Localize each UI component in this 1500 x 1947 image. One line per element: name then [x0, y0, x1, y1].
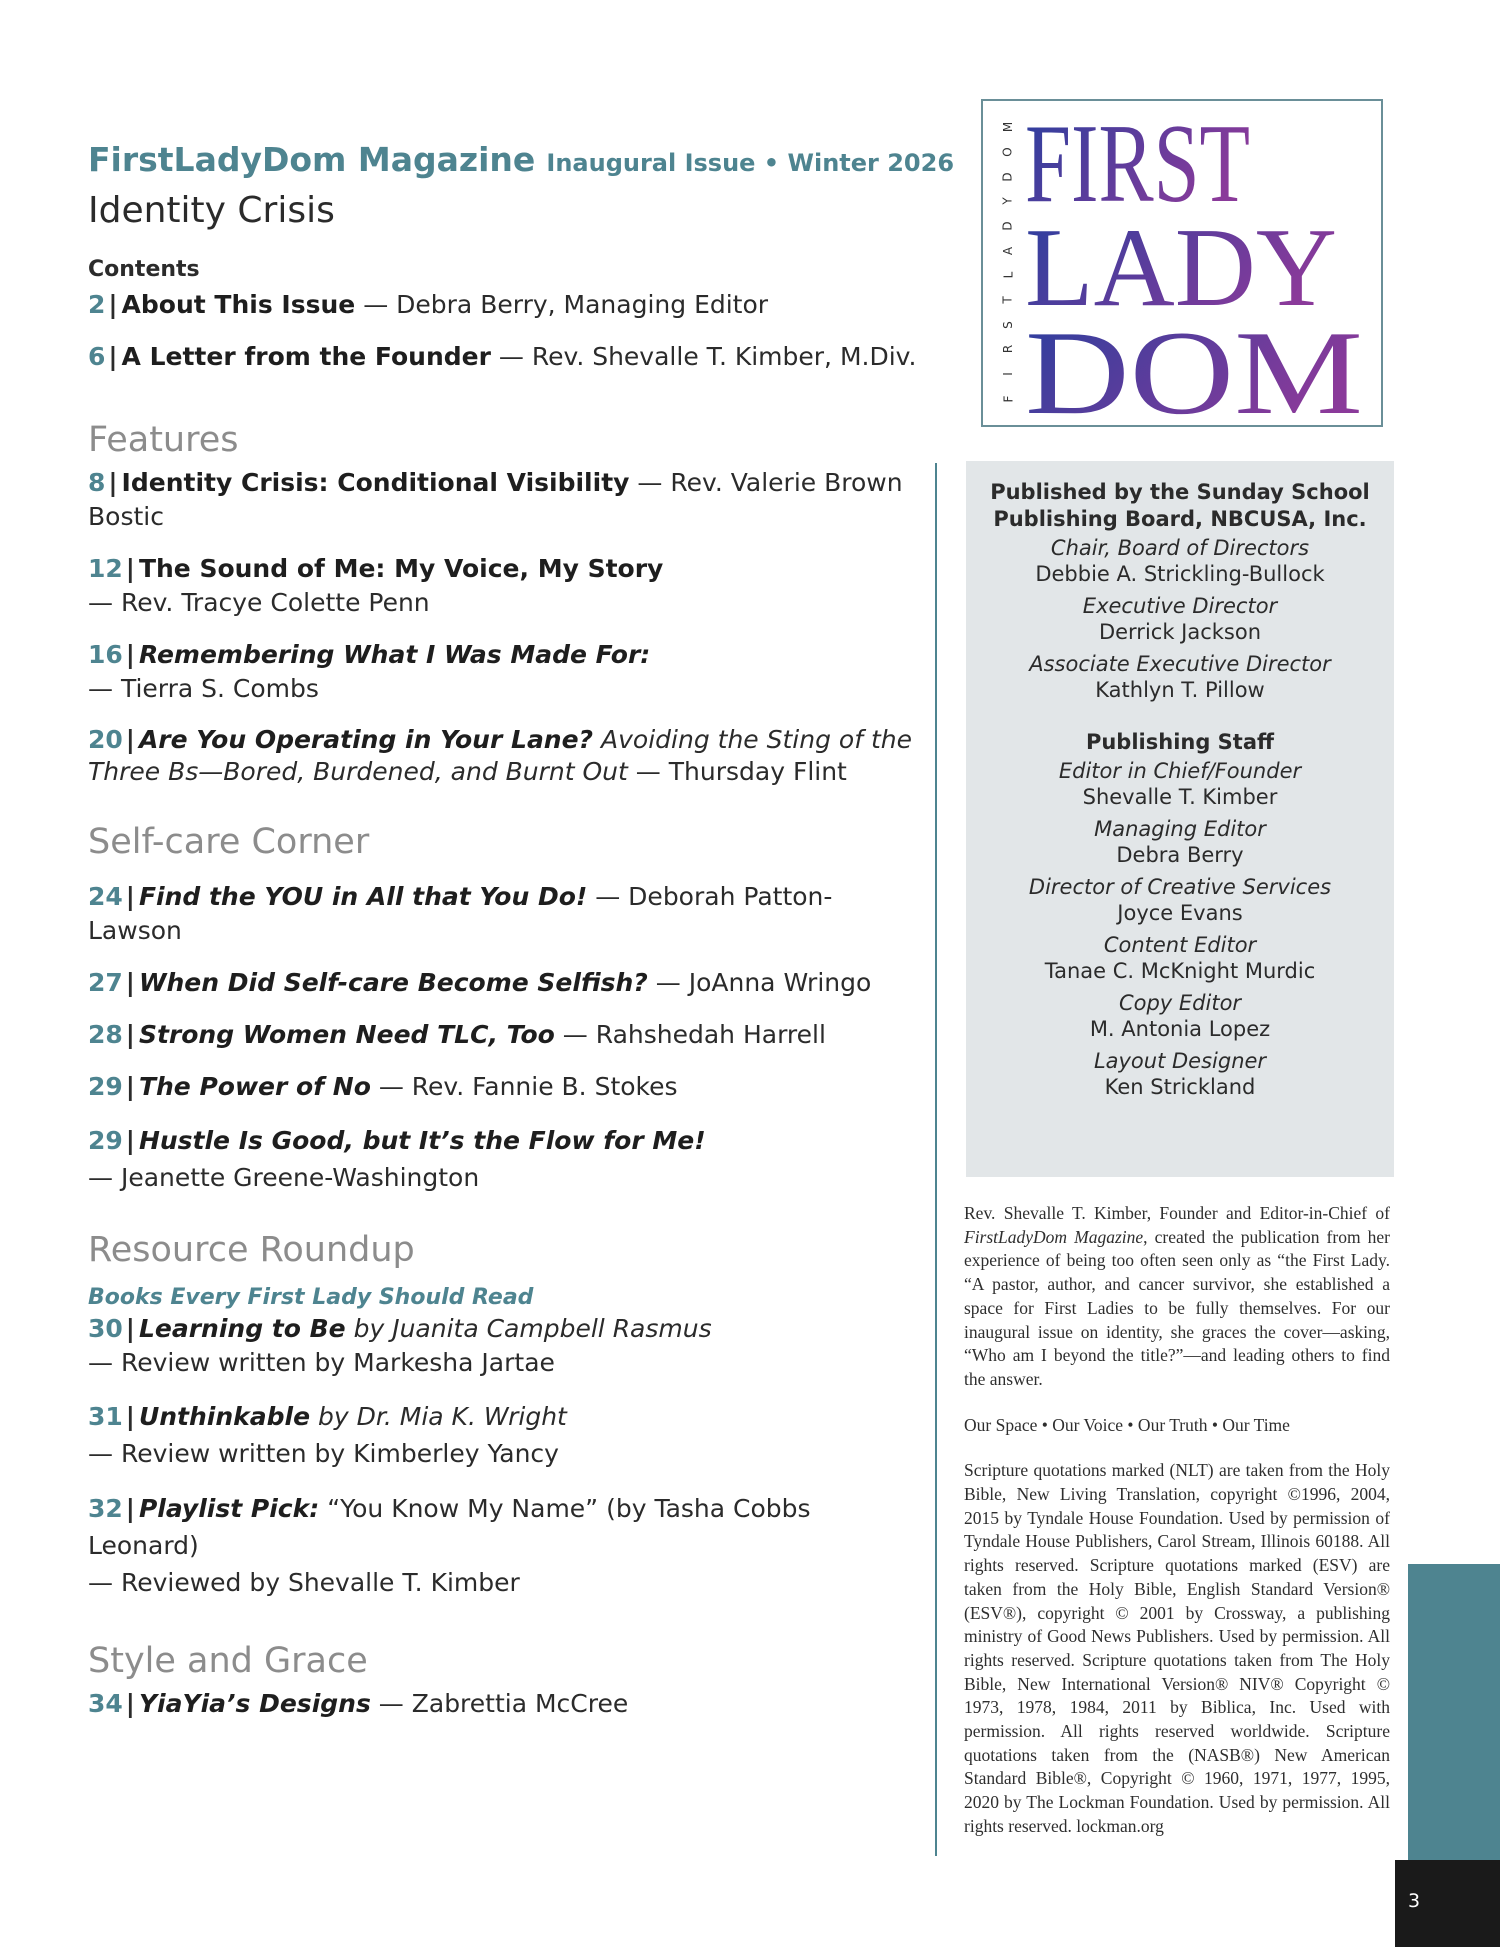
article-byline: by Juanita Campbell Rasmus: [353, 1313, 712, 1343]
article-title: When Did Self-care Become Selfish?: [138, 967, 648, 997]
article-author: — Rev. Fannie B. Stokes: [378, 1071, 678, 1101]
logo-vertical-letter: I: [1000, 372, 1015, 376]
article-author: — Review written by Kimberley Yancy: [88, 1438, 559, 1468]
logo-vertical-letter: F: [1001, 395, 1015, 402]
firstladydom-logo: [981, 99, 1383, 427]
credit-role: Copy Editor: [1118, 991, 1242, 1015]
toc-entry[interactable]: 27 | When Did Self-care Become Selfish? — JoAnna Wringo: [88, 967, 872, 997]
logo-vertical-letter: D: [1001, 172, 1015, 182]
logo-vertical-letter: T: [1001, 296, 1015, 304]
column-divider: [935, 463, 937, 1856]
masthead-credits: [966, 461, 1394, 1177]
credit-name: Debbie A. Strickling-Bullock: [1035, 562, 1325, 586]
page-number: 20: [88, 724, 123, 754]
toc-entry[interactable]: 2 | About This Issue — Debra Berry, Managing Editor: [88, 289, 769, 319]
article-author: — Deborah Patton-Lawson: [88, 881, 833, 945]
credit-role: Content Editor: [1103, 933, 1257, 957]
credit-role: Associate Executive Director: [1029, 652, 1331, 676]
article-title: Remembering What I Was Made For:: [138, 639, 651, 669]
page-number: 24: [88, 881, 123, 911]
credit-name: Joyce Evans: [1117, 901, 1243, 925]
article-title: Are You Operating in Your Lane?: [138, 724, 594, 754]
article-byline: by Dr. Mia K. Wright: [318, 1401, 567, 1431]
article-title: A Letter from the Founder: [121, 341, 491, 371]
section-heading-features: Features: [88, 419, 239, 460]
article-title: Find the YOU in All that You Do!: [138, 881, 588, 911]
page-number: 30: [88, 1313, 123, 1343]
page-number-tab: [1395, 1860, 1500, 1947]
article-author: — Thursday Flint: [635, 756, 847, 786]
tagline: Our Space • Our Voice • Our Truth • Our Time: [964, 1414, 1290, 1435]
credit-name: Debra Berry: [1116, 843, 1244, 867]
credit-name: Tanae C. McKnight Murdic: [1044, 959, 1316, 983]
publisher-line: Publishing Board, NBCUSA, Inc.: [993, 507, 1367, 531]
article-author: — Rev. Tracye Colette Penn: [88, 587, 430, 617]
article-author: — Rev. Shevalle T. Kimber, M.Div.: [498, 341, 917, 371]
toc-entry[interactable]: 12 | The Sound of Me: My Voice, My Story — Rev. Tracye Colette Penn: [88, 553, 664, 617]
issue-theme: Identity Crisis: [88, 189, 335, 231]
books-subheading: Books Every First Lady Should Read: [88, 1284, 534, 1310]
bio-text: , created the publication from her experience of being too often seen only as “the First Lady. “A pastor, author, and cancer survivor, she established a space for First Ladies to be fully themselves. For our inaugural issue on identity, she graces the cover—asking, “Who am I beyond the title?”—and leading others to find the answer.: [964, 1226, 1390, 1389]
credit-role: Chair, Board of Directors: [1050, 536, 1310, 560]
bio-magazine-name: FirstLadyDom Magazine: [964, 1226, 1144, 1247]
credit-role: Director of Creative Services: [1028, 875, 1332, 899]
magazine-masthead: [88, 140, 955, 180]
logo-line-lady: LADY: [1025, 206, 1337, 330]
contents-label: Contents: [88, 256, 200, 282]
logo-line-first: FIRST: [1025, 107, 1250, 226]
page-number: 6: [88, 341, 106, 371]
credit-role: Editor in Chief/Founder: [1058, 759, 1302, 783]
page-number: 3: [1408, 1890, 1421, 1912]
page-number: 12: [88, 553, 123, 583]
article-title: Unthinkable: [138, 1401, 311, 1431]
credit-role: Layout Designer: [1093, 1049, 1267, 1073]
toc-entry[interactable]: 20 | Are You Operating in Your Lane? Avoiding the Sting of the Three Bs—Bored, Burdened, and Burnt Out — Thursday Flint: [88, 724, 912, 786]
page-number: 28: [88, 1019, 123, 1049]
article-author: — Debra Berry, Managing Editor: [363, 289, 769, 319]
article-author: — JoAnna Wringo: [655, 967, 872, 997]
credit-role: Executive Director: [1082, 594, 1278, 618]
page-number: 27: [88, 967, 123, 997]
article-author: — Rev. Valerie Brown Bostic: [88, 467, 903, 531]
logo-vertical-letter: O: [1000, 147, 1015, 157]
toc-entry[interactable]: 32 | Playlist Pick: “You Know My Name” (by Tasha Cobbs Leonard) — Reviewed by Shevalle T. Kimber: [88, 1493, 811, 1597]
article-title: Hustle Is Good, but It’s the Flow for Me!: [138, 1125, 706, 1155]
toc-entry[interactable]: 16 | Remembering What I Was Made For: — Tierra S. Combs: [88, 639, 651, 703]
section-heading-selfcare: Self-care Corner: [88, 821, 370, 862]
logo-vertical-letter: S: [1001, 320, 1015, 329]
toc-entry[interactable]: 29 | Hustle Is Good, but It’s the Flow for Me! — Jeanette Greene-Washington: [88, 1125, 706, 1192]
toc-entry[interactable]: 30 | Learning to Be by Juanita Campbell Rasmus — Review written by Markesha Jartae: [88, 1313, 712, 1377]
logo-vertical-letter: R: [1001, 345, 1015, 354]
logo-wordmark: [1023, 107, 1373, 423]
logo-vertical-letter: A: [1001, 246, 1015, 255]
toc-entry[interactable]: 8 | Identity Crisis: Conditional Visibility — Rev. Valerie Brown Bostic: [88, 467, 903, 531]
article-author: — Zabrettia McCree: [378, 1688, 629, 1718]
logo-vertical-text: [997, 101, 1019, 425]
toc-entry[interactable]: 6 | A Letter from the Founder — Rev. Shevalle T. Kimber, M.Div.: [88, 341, 917, 371]
logo-vertical-letter: M: [1000, 122, 1015, 133]
logo-vertical-letter: Y: [1001, 197, 1015, 205]
toc-entry[interactable]: 34 | YiaYia’s Designs — Zabrettia McCree: [88, 1688, 629, 1718]
section-heading-style: Style and Grace: [88, 1640, 368, 1681]
article-title: The Sound of Me: My Voice, My Story: [138, 553, 664, 583]
page-number: 32: [88, 1493, 123, 1523]
toc-entry[interactable]: 31 | Unthinkable by Dr. Mia K. Wright — Review written by Kimberley Yancy: [88, 1401, 567, 1468]
page-number: 34: [88, 1688, 123, 1718]
article-author: — Rahshedah Harrell: [562, 1019, 826, 1049]
page-number: 31: [88, 1401, 123, 1431]
article-author: — Jeanette Greene-Washington: [88, 1162, 480, 1192]
article-title: Learning to Be: [138, 1313, 346, 1343]
section-heading-resources: Resource Roundup: [88, 1229, 415, 1270]
page-number: 29: [88, 1071, 123, 1101]
logo-vertical-letter: D: [1001, 221, 1015, 231]
page-number: 8: [88, 467, 106, 497]
founder-bio: [964, 1202, 1390, 1392]
article-title: YiaYia’s Designs: [138, 1688, 371, 1718]
page-number: 29: [88, 1125, 123, 1155]
scripture-notice: Scripture quotations marked (NLT) are taken from the Holy Bible, New Living Translation, copyright ©1996, 2004, 2015 by Tyndale House Foundation. Used by permission of Tyndale House Publishers, Carol Stream, Illinois 60188. All rights reserved. Scripture quotations marked (ESV) are taken from the Holy Bible, English Standard Version® (ESV®), copyright © 2001 by Crossway, a publishing ministry of Good News Publishers. Used by permission. All rights reserved. Scripture quotations taken from The Holy Bible, New International Version® NIV® Copyright © 1973, 1978, 1984, 2011 by Biblica, Inc. Used with permission. All rights reserved worldwide. Scripture quotations taken from the (NASB®) New American Standard Bible®, Copyright © 1960, 1971, 1977, 1995, 2020 by The Lockman Foundation. Used by permission. All rights reserved. lockman.org: [964, 1460, 1390, 1836]
article-title: Playlist Pick:: [138, 1493, 320, 1523]
credit-role: Managing Editor: [1094, 817, 1266, 841]
article-byline: “You Know My Name” (by Tasha Cobbs Leonard): [88, 1493, 811, 1560]
toc-entry[interactable]: 29 | The Power of No — Rev. Fannie B. Stokes: [88, 1071, 678, 1101]
credit-name: Shevalle T. Kimber: [1082, 785, 1278, 809]
credit-name: Ken Strickland: [1104, 1075, 1256, 1099]
article-title: Strong Women Need TLC, Too: [138, 1019, 555, 1049]
about-founder: [964, 1202, 1390, 1839]
article-author: — Review written by Markesha Jartae: [88, 1347, 555, 1377]
article-title: About This Issue: [121, 289, 356, 319]
toc-entry[interactable]: 24 | Find the YOU in All that You Do! — Deborah Patton-Lawson: [88, 881, 833, 945]
credit-name: Derrick Jackson: [1098, 620, 1262, 644]
logo-line-dom: DOM: [1025, 306, 1363, 423]
issue-info: Inaugural Issue • Winter 2026: [546, 149, 955, 177]
credit-name: Kathlyn T. Pillow: [1095, 678, 1265, 702]
page-number: 2: [88, 289, 106, 319]
article-title: Identity Crisis: Conditional Visibility: [121, 467, 630, 497]
page-number: 16: [88, 639, 123, 669]
article-author: — Reviewed by Shevalle T. Kimber: [88, 1567, 520, 1597]
article-title: The Power of No: [138, 1071, 371, 1101]
publisher-line: Published by the Sunday School: [990, 480, 1370, 504]
article-author: — Tierra S. Combs: [88, 673, 319, 703]
logo-vertical-letter: L: [1001, 271, 1015, 279]
article-subtitle: Avoiding the Sting of the Three Bs—Bored, Burdened, and Burnt Out: [88, 724, 912, 786]
staff-heading: Publishing Staff: [1085, 730, 1275, 754]
table-of-contents: [88, 140, 955, 1721]
toc-entry[interactable]: 28 | Strong Women Need TLC, Too — Rahshedah Harrell: [88, 1019, 826, 1049]
magazine-name: FirstLadyDom Magazine: [88, 140, 536, 179]
publisher-heading: [966, 479, 1394, 533]
credit-name: M. Antonia Lopez: [1089, 1017, 1271, 1041]
bio-text: Rev. Shevalle T. Kimber, Founder and Editor-in-Chief of: [964, 1203, 1390, 1223]
